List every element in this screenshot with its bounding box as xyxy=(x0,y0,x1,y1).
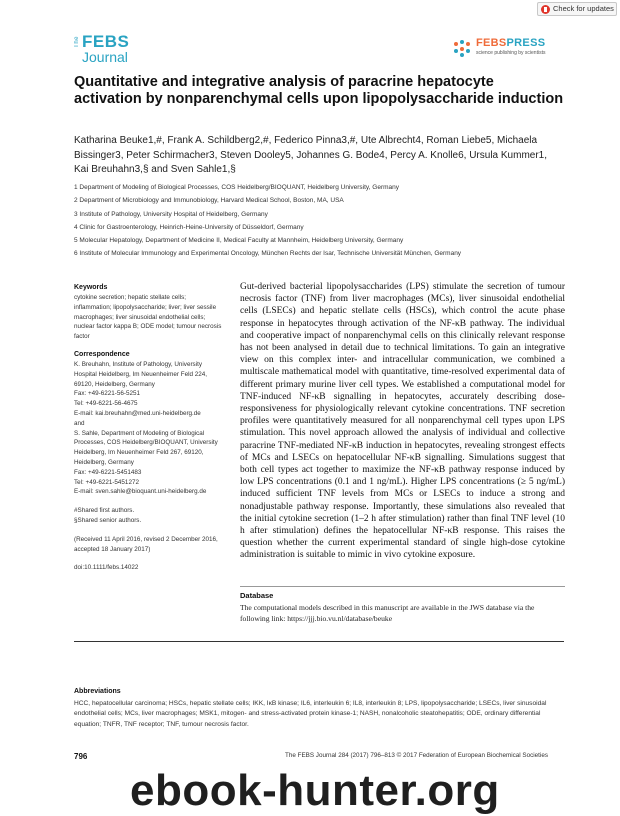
correspondence-heading: Correspondence xyxy=(74,350,130,358)
publisher-name xyxy=(476,37,545,49)
publisher-name-a: FEBS xyxy=(476,37,507,49)
abbreviations-text: HCC, hepatocellular carcinoma; HSCs, hepatic stellate cells; IKK, IκB kinase; IL6, interleukin 6; IL8, interleukin 8; LPS, lipopolysaccharide; LSECs, liver sinusoidal endothelial cells; MCs, liver macrophages; MSK1, mitogen- and stress-activated protein kinase-1; NASH, nonalcoholic steatohepatitis; ODE, ordinary differential equation; TNFR, TNF receptor; TNF, tumour necrosis factor. xyxy=(74,700,547,728)
affiliation-item: 5 Molecular Hepatology, Department of Medicine II, Medical Faculty at Mannheim, Heidelberg University, Germany xyxy=(74,237,404,245)
watermark: ebook-hunter.org xyxy=(130,766,500,815)
tel-2: Tel: +49-6221-5451272 xyxy=(74,478,139,486)
article-title: Quantitative and integrative analysis of paracrine hepatocyte activation by nonparenchymal cells upon lipopolysaccharide induction xyxy=(74,74,564,107)
correspondence-block xyxy=(74,351,224,497)
keywords-block xyxy=(74,284,224,342)
doi-link[interactable]: doi:10.1111/febs.14022 xyxy=(74,564,139,572)
publisher-tagline: science publishing by scientists xyxy=(476,50,546,56)
doi-block xyxy=(74,563,224,573)
affiliation-item: 4 Clinic for Gastroenterology, Heinrich-Heine-University of Düsseldorf, Germany xyxy=(74,223,304,231)
database-divider xyxy=(240,586,565,587)
database-text: The computational models described in this manuscript are available in the JWS database via the following link: https://jjj.bio.vu.nl/database/beuke xyxy=(240,603,535,623)
tel-1: Tel: +49-6221-56-4675 xyxy=(74,400,138,408)
fax-2: Fax: +49-6221-5451483 xyxy=(74,468,142,476)
email-link-2[interactable]: E-mail: sven.sahle@bioquant.uni-heidelberg.de xyxy=(74,488,207,496)
journal-sub: Journal xyxy=(82,49,128,65)
journal-name: FEBS xyxy=(82,32,130,51)
author-list: Katharina Beuke1,#, Frank A. Schildberg2,#, Federico Pinna3,#, Ute Albrecht4, Roman Liebe5, Michaela Bissinger3, Peter Schirmacher3, Steven Dooley5, Johannes G. Bode4, Percy A. Knolle6, Ursula Kummer1, Kai Breuhahn3,§ and Sven Sahle1,§ xyxy=(74,135,548,175)
journal-logo xyxy=(74,32,154,72)
abstract-text: Gut-derived bacterial lipopolysaccharides (LPS) stimulate the secretion of tumour necrosis factor (TNF) from liver macrophages (MCs), liver sinusoidal endothelial cells (LSECs) and hepatic stellate cells (HSCs), which control the acute phase response in hepatocytes through activation of the NF-κB pathway. The individual and cooperative impact of nonparenchymal cells on this clinically relevant response has not been analysed in detail due to technical limitations. To gain an integrative view on this complex inter- and intracellular communication, we combined a multiscale mathematical model with quantitative, time-resolved experimental data of different primary murine liver cell types. We established a computational model for TNF-induced NF-κB signalling in hepatocytes, accurately describing dose-responsiveness for physiologically relevant cytokine concentrations. TNF secretion profiles were quantitatively measured for all nonparenchymal cell types upon LPS stimulation. This novel approach allowed the analysis of individual and collective paracrine TNF-mediated NF-κB induction in hepatocytes, revealing strongest effects of MCs and LSECs on hepatocellular NF-κB signalling. Simulations suggest that both cell types act together to maximize the NF-κB pathway response induced by low LPS concentrations (0.1 and 1 ng/mL). Higher LPS concentrations (≥ 5 ng/mL) induced sufficient TNF levels from MCs or LSECs to induce a strong and nonadjustable pathway response. Importantly, these simulations also revealed that the initial cytokine secretion (1–2 h after stimulation) rather than final TNF level (10 h after stimulation) defines the hepatocellular NF-κB response. This raises the question whether the current experimental standard of single high-dose cytokine administration is suitable to mimic in vivo cytokine exposure. xyxy=(240,282,565,561)
journal-prefix: The xyxy=(74,36,80,48)
check-for-updates-button[interactable] xyxy=(537,2,617,16)
correspondence-address-1: K. Breuhahn, Institute of Pathology, University Hospital Heidelberg, Im Neuenheimer Feld 224, 69120, Heidelberg, Germany xyxy=(74,360,208,388)
keywords-text: cytokine secretion; hepatic stellate cells; inflammation; lipopolysaccharide; liver; liver sessile macrophages; liver sinusoidal endothelial cells; nuclear factor kappa B; ODE model; tumour necrosis factor xyxy=(74,294,222,341)
footer-citation: The FEBS Journal 284 (2017) 796–813 © 2017 Federation of European Biochemical Societies xyxy=(285,752,548,759)
fax-1: Fax: +49-6221-56-5251 xyxy=(74,390,140,398)
and-text: and xyxy=(74,419,85,427)
affiliation-list xyxy=(74,181,574,261)
crossmark-icon xyxy=(541,5,550,14)
author-notes xyxy=(74,506,224,526)
page-number: 796 xyxy=(74,752,88,761)
database-heading: Database xyxy=(240,591,274,600)
section-divider xyxy=(74,641,564,642)
keywords-heading: Keywords xyxy=(74,284,108,291)
check-for-updates-label: Check for updates xyxy=(553,4,614,13)
article-sidebar xyxy=(74,284,224,582)
affiliation-item: 6 Institute of Molecular Immunology and Experimental Oncology, München Rechts der Isar, Technische Universität München, Germany xyxy=(74,250,462,258)
affiliation-item: 1 Department of Modeling of Biological Processes, COS Heidelberg/BIOQUANT, Heidelberg University, Germany xyxy=(74,184,400,191)
correspondence-address-2: S. Sahle, Department of Modeling of Biological Processes, COS Heidelberg/BIOQUANT, University Heidelberg, Im Neuenheimer Feld 267, 69120, Heidelberg, Germany xyxy=(74,429,218,466)
received-text: (Received 11 April 2016, revised 2 December 2016, accepted 18 January 2017) xyxy=(74,535,218,553)
email-link-1[interactable]: E-mail: kai.breuhahn@med.uni-heidelberg.de xyxy=(74,409,201,417)
abbreviations-heading: Abbreviations xyxy=(74,688,121,695)
affiliation-item: 3 Institute of Pathology, University Hospital of Heidelberg, Germany xyxy=(74,210,268,218)
received-dates xyxy=(74,535,224,555)
publisher-logo xyxy=(452,37,572,61)
affiliation-item: 2 Department of Microbiology and Immunobiology, Harvard Medical School, Boston, MA, USA xyxy=(74,197,344,205)
shared-senior-note: §Shared senior authors. xyxy=(74,516,142,524)
shared-first-note: #Shared first authors. xyxy=(74,507,135,515)
publisher-name-b: PRESS xyxy=(506,37,546,49)
febs-press-icon xyxy=(452,38,472,58)
